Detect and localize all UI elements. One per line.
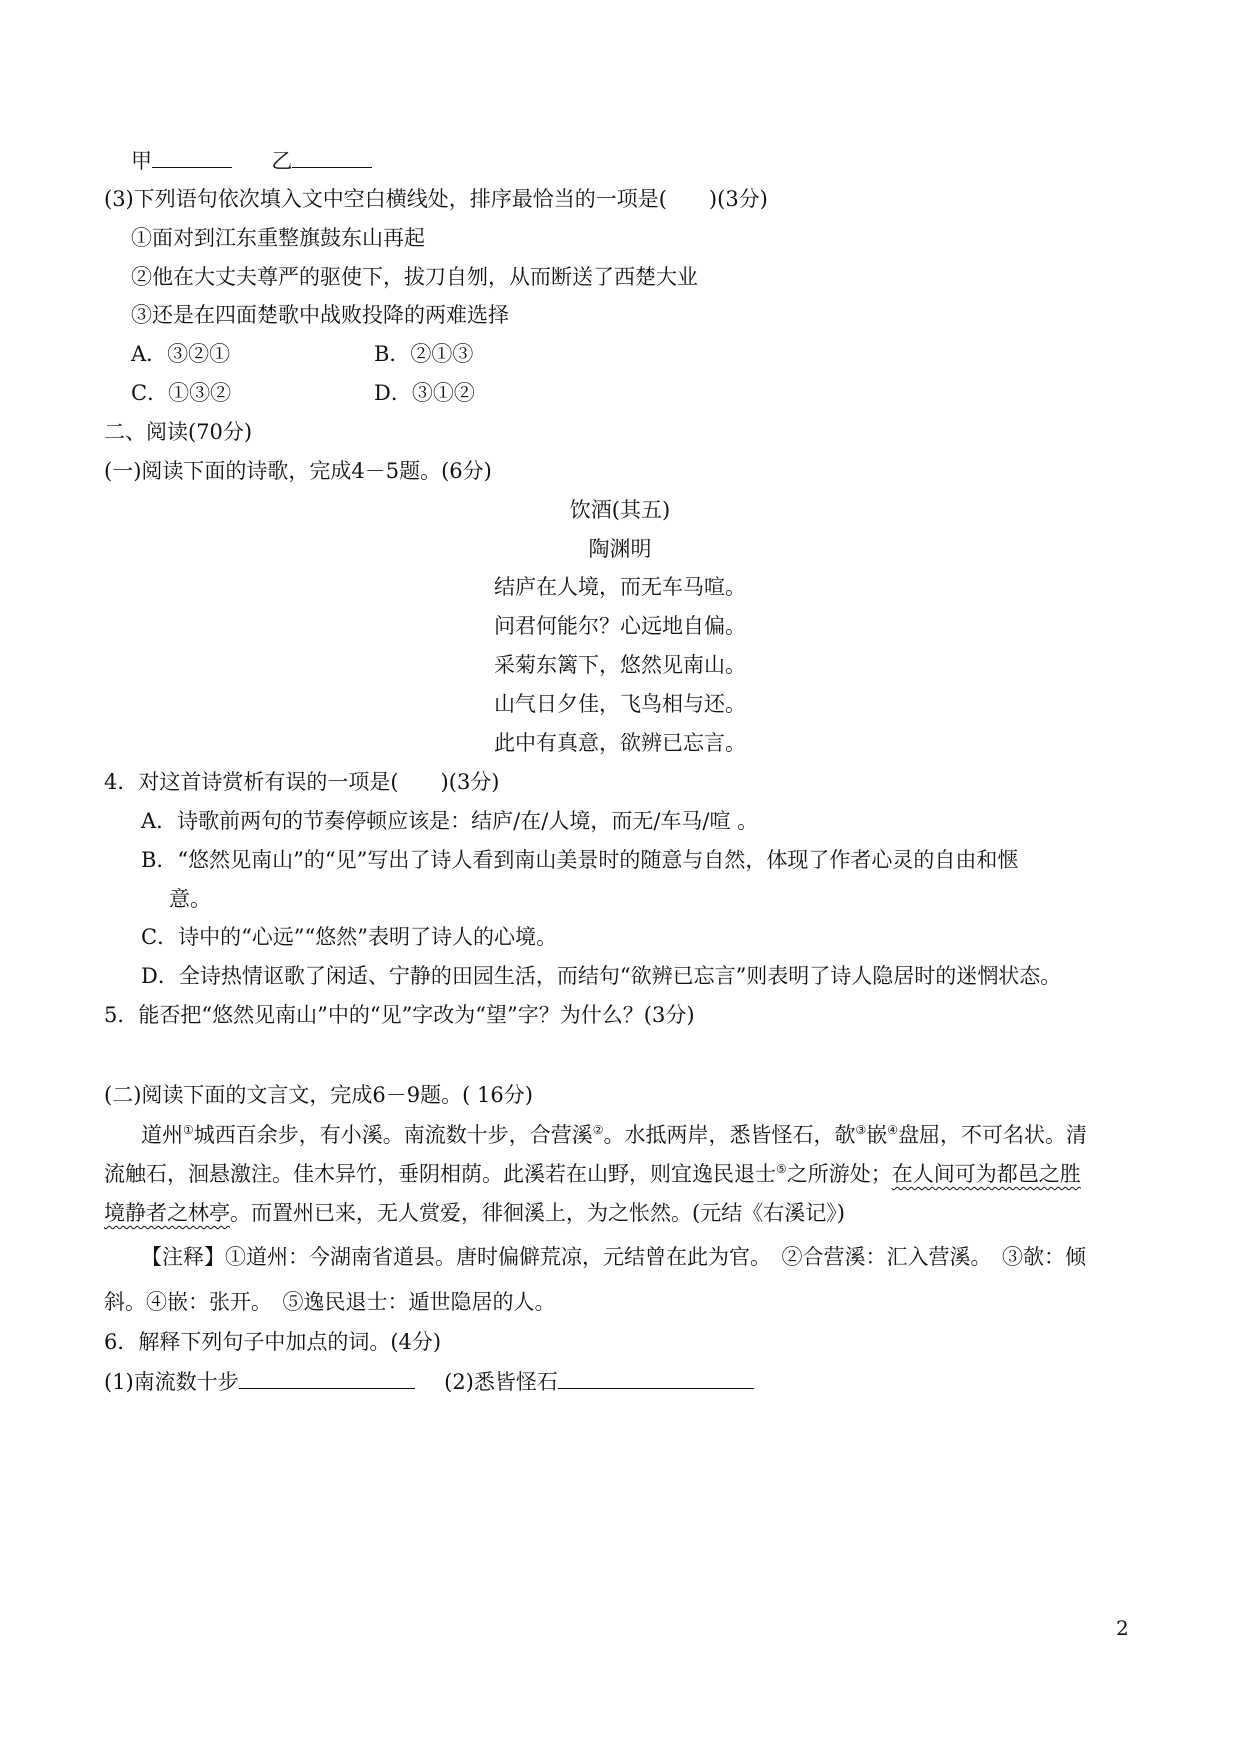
q6-sentence-2: (2)悉皆怪石 <box>444 1370 558 1394</box>
wavy-underlined-sentence: 在人间可为都邑之胜 <box>891 1162 1081 1186</box>
passage-text: 。水抵两岸，悉皆怪石，欹 <box>603 1123 856 1147</box>
passage-text: 盘屈，不可名状。清 <box>898 1123 1088 1147</box>
q6-stem: 6．解释下列句子中加点的词。(4分) <box>104 1330 442 1354</box>
passage-line-3 <box>104 1198 845 1228</box>
q3-item-3: ③还是在四面楚歌中战败投降的两难选择 <box>131 303 509 327</box>
passage-text: 流触石，洄悬激注。佳木异竹，垂阴相荫。此溪若在山野，则宜逸民退士 <box>104 1162 776 1186</box>
q3-option-a: A．③②① <box>131 342 231 366</box>
q6-row <box>104 1366 754 1397</box>
footnote-marker: ⑤ <box>776 1162 787 1176</box>
wavy-underlined-sentence: 境静者之林亭 <box>104 1201 230 1225</box>
annotation-line-2: 斜。④嵌：张开。 ⑤逸民退士：遁世隐居的人。 <box>104 1290 556 1314</box>
part2-heading: (二)阅读下面的文言文，完成6－9题。( 16分) <box>104 1083 533 1107</box>
passage-text: 道州 <box>141 1123 183 1147</box>
poem-author: 陶渊明 <box>588 537 652 561</box>
q4-option-a: A．诗歌前两句的节奏停顿应该是：结庐/在/人境，而无/车马/喧 。 <box>141 809 759 833</box>
page-number: 2 <box>1116 1616 1129 1640</box>
q4-option-c: C．诗中的“心远”“悠然”表明了诗人的心境。 <box>141 925 558 949</box>
passage-line-1 <box>141 1120 1087 1150</box>
passage-text: 城西百余步，有小溪。南流数十步，合营溪 <box>193 1123 593 1147</box>
q3-stem: (3)下列语句依次填入文中空白横线处，排序最恰当的一项是( )(3分) <box>104 187 768 211</box>
footnote-marker: ① <box>183 1123 194 1137</box>
answer-blank-2[interactable] <box>558 1366 754 1389</box>
q4-option-d: D．全诗热情讴歌了闲适、宁静的田园生活，而结句“欲辨已忘言”则表明了诗人隐居时的迷惘状态。 <box>141 964 1062 988</box>
passage-text: 之所游处； <box>786 1162 892 1186</box>
poem-line-5: 此中有真意，欲辨已忘言。 <box>494 731 746 755</box>
q6-sentence-1: (1)南流数十步 <box>104 1370 239 1394</box>
q4-option-b-line1: B．“悠然见南山”的“见”写出了诗人看到南山美景时的随意与自然，体现了作者心灵的自由和惬 <box>141 848 1019 872</box>
blank-yi <box>292 145 372 168</box>
q3-item-1: ①面对到江东重整旗鼓东山再起 <box>131 226 425 250</box>
passage-text: 嵌 <box>866 1123 888 1147</box>
footnote-marker: ③ <box>855 1123 867 1137</box>
poem-line-2: 问君何能尔？心远地自偏。 <box>494 614 746 638</box>
passage-text: 。而置州已来，无人赏爱，徘徊溪上，为之怅然。(元结《右溪记》) <box>230 1201 845 1225</box>
q4-option-b-line2: 意。 <box>169 887 211 911</box>
poem-line-1: 结庐在人境，而无车马喧。 <box>494 575 746 599</box>
section-heading: 二、阅读(70分) <box>104 420 253 444</box>
passage-line-2 <box>104 1159 1081 1189</box>
q3-item-2: ②他在大丈夫尊严的驱使下，拔刀自刎，从而断送了西楚大业 <box>131 265 698 289</box>
q5-stem: 5．能否把“悠然见南山”中的“见”字改为“望”字？为什么？(3分) <box>104 1003 695 1027</box>
q3-option-d: D．③①② <box>374 381 475 405</box>
part1-heading: (一)阅读下面的诗歌，完成4－5题。(6分) <box>104 459 492 483</box>
blank-jia <box>152 145 232 168</box>
poem-line-3: 采菊东篱下，悠然见南山。 <box>494 653 746 677</box>
footnote-marker: ② <box>592 1123 604 1137</box>
footnote-marker: ④ <box>887 1123 899 1137</box>
q3-option-c: C．①③② <box>131 381 232 405</box>
label-yi: 乙 <box>271 149 293 173</box>
annotation-line-1: 【注释】①道州：今湖南省道县。唐时偏僻荒凉，元结曾在此为官。 ②合营溪：汇入营溪。 ③欹：倾 <box>141 1245 1086 1269</box>
poem-line-4: 山气日夕佳，飞鸟相与还。 <box>494 692 746 716</box>
answer-blank-1[interactable] <box>239 1366 415 1389</box>
label-jia: 甲 <box>131 149 152 173</box>
fill-row-jia-yi <box>131 145 372 176</box>
q4-stem: 4．对这首诗赏析有误的一项是( )(3分) <box>104 770 500 794</box>
q3-option-b: B．②①③ <box>374 342 474 366</box>
poem-title: 饮酒(其五) <box>569 498 671 522</box>
